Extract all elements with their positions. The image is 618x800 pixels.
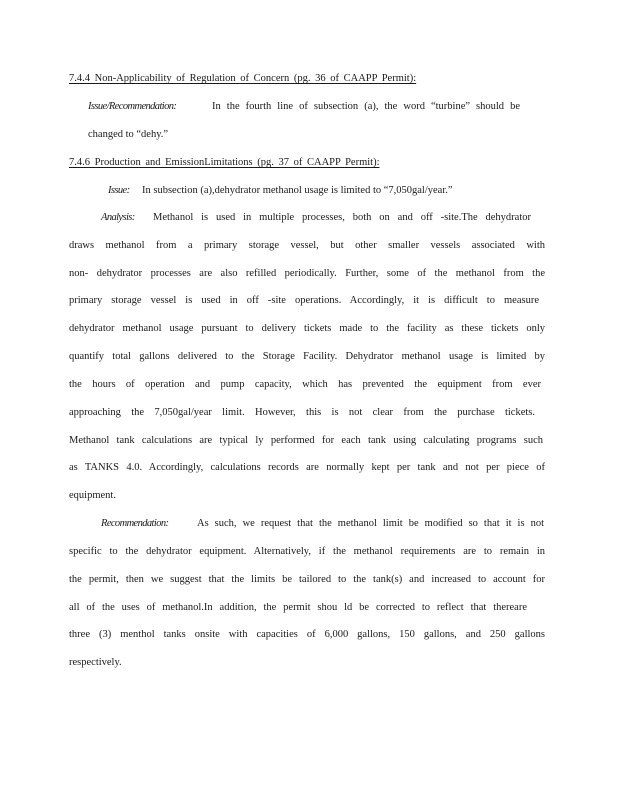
issue-recommendation-line-2: changed to “dehy.” bbox=[88, 129, 169, 140]
section-7-4-6-heading bbox=[69, 156, 379, 170]
recommendation-line: three (3) menthol tanks onsite with capacities of 6,000 gallons, 150 gallons, and 250 gallons bbox=[69, 629, 545, 640]
issue-label: Issue: bbox=[108, 185, 130, 196]
issue-recommendation-label: Issue/Recommendation: bbox=[88, 101, 177, 112]
analysis-line: quantify total gallons delivered to the Storage Facility. Dehydrator methanol usage is limited by bbox=[69, 351, 545, 362]
issue-recommendation-line-1: In the fourth line of subsection (a), the word “turbine” should be bbox=[212, 101, 520, 112]
analysis-line: dehydrator methanol usage pursuant to delivery tickets made to the facility as these tickets only bbox=[69, 323, 545, 334]
recommendation-line: specific to the dehydrator equipment. Alternatively, if the methanol requirements are to remain in bbox=[69, 546, 545, 557]
section-7-4-6-heading-text: 7.4.6 Production and EmissionLimitations (pg. 37 of CAAPP Permit): bbox=[69, 157, 380, 168]
analysis-line: the hours of operation and pump capacity, which has prevented the equipment from ever bbox=[69, 379, 541, 390]
analysis-label: Analysis: bbox=[101, 212, 135, 223]
analysis-line-last: equipment. bbox=[69, 490, 116, 501]
recommendation-line-last: respectively. bbox=[69, 657, 122, 668]
analysis-line: non- dehydrator processes are also refilled periodically. Further, some of the methanol from the bbox=[69, 268, 545, 279]
recommendation-line: all of the uses of methanol.In addition, the permit shou ld be corrected to reflect that thereare bbox=[69, 602, 527, 613]
recommendation-label: Recommendation: bbox=[101, 518, 169, 529]
analysis-line: approaching the 7,050gal/year limit. However, this is not clear from the purchase tickets. bbox=[69, 407, 535, 418]
issue-text: In subsection (a),dehydrator methanol usage is limited to “7,050gal/year.” bbox=[142, 185, 453, 196]
recommendation-line-first: As such, we request that the methanol limit be modified so that it is not bbox=[197, 518, 544, 529]
analysis-line: primary storage vessel is used in off -site operations. Accordingly, it is difficult to measure bbox=[69, 295, 539, 306]
analysis-line: Methanol tank calculations are typical ly performed for each tank using calculating programs such bbox=[69, 435, 543, 446]
recommendation-line: the permit, then we suggest that the limits be tailored to the tank(s) and increased to account for bbox=[69, 574, 545, 585]
analysis-line: as TANKS 4.0. Accordingly, calculations records are normally kept per tank and not per piece of bbox=[69, 462, 545, 473]
analysis-line: draws methanol from a primary storage vessel, but other smaller vessels associated with bbox=[69, 240, 545, 251]
section-7-4-4-heading-text: 7.4.4 Non-Applicability of Regulation of Concern (pg. 36 of CAAPP Permit): bbox=[69, 73, 417, 84]
section-7-4-4-heading bbox=[69, 72, 416, 86]
analysis-line-first: Methanol is used in multiple processes, both on and off -site.The dehydrator bbox=[153, 212, 531, 223]
